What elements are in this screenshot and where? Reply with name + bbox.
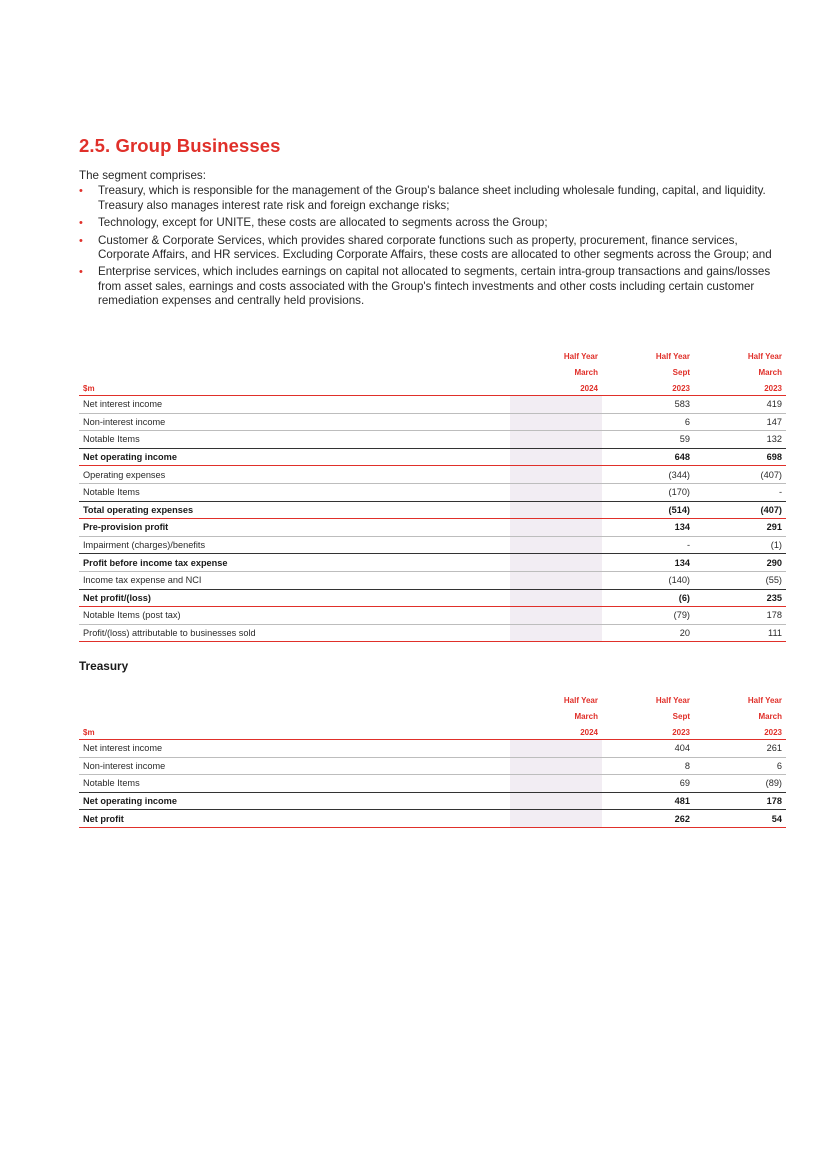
column-header: March (574, 368, 598, 377)
segment-list (79, 184, 786, 308)
column-header (79, 689, 510, 705)
column-header (79, 361, 510, 377)
table-row: Notable Items (170) - (79, 483, 786, 501)
column-header (79, 345, 510, 361)
table-row: Profit before income tax expense 134 290 (79, 554, 786, 572)
column-header: Sept (672, 712, 690, 721)
column-header: March (758, 368, 782, 377)
column-header: Half Year (655, 696, 690, 705)
column-header: Half Year (747, 696, 782, 705)
column-header: 2024 (510, 721, 602, 740)
table-row: Pre-provision profit 134 291 (79, 519, 786, 537)
table-row: Non-interest income 6 147 (79, 413, 786, 431)
treasury-table (79, 689, 786, 828)
table-row: Profit/(loss) attributable to businesses sold 20 111 (79, 624, 786, 642)
list-item: • Customer & Corporate Services, which provides shared corporate functions such as property, procurement, finance services, Corporate Affairs, and HR services. Excluding Corporate Affairs, these costs are allocated to other segments across the Group; and (79, 234, 786, 263)
table-row: Total operating expenses (514) (407) (79, 501, 786, 519)
column-header: 2024 (510, 377, 602, 396)
table-row: Notable Items 69 (89) (79, 775, 786, 793)
column-header: March (758, 712, 782, 721)
list-item: • Enterprise services, which includes earnings on capital not allocated to segments, certain intra-group transactions and gains/losses from asset sales, earnings and costs associated with the Group's fintech investments and other costs including certain customer remediation expenses and centrally held provisions. (79, 265, 786, 308)
intro-text: The segment comprises: (79, 169, 206, 182)
table-row: Net interest income 583 419 (79, 396, 786, 414)
table-row: Income tax expense and NCI (140) (55) (79, 571, 786, 589)
section-title: 2.5. Group Businesses (79, 135, 281, 156)
table-row: Notable Items (post tax) (79) 178 (79, 607, 786, 625)
table-row: Notable Items 59 132 (79, 431, 786, 449)
list-item: • Technology, except for UNITE, these costs are allocated to segments across the Group; (79, 216, 786, 230)
column-header: Half Year (655, 352, 690, 361)
column-header: 2023 (602, 377, 694, 396)
units-header: $m (79, 721, 510, 740)
table-row: Net interest income 404 261 (79, 740, 786, 758)
table-row: Net profit/(loss) (6) 235 (79, 589, 786, 607)
group-businesses-table (79, 345, 786, 642)
column-header: 2023 (694, 721, 786, 740)
column-header: 2023 (602, 721, 694, 740)
column-header: Half Year (747, 352, 782, 361)
list-item: • Treasury, which is responsible for the management of the Group's balance sheet including wholesale funding, capital, and liquidity. Treasury also manages interest rate risk and foreign exchange risks; (79, 184, 786, 213)
section-intro (79, 169, 786, 312)
table-row: Net operating income 481 178 (79, 792, 786, 810)
table-row: Impairment (charges)/benefits - (1) (79, 536, 786, 554)
units-header: $m (79, 377, 510, 396)
column-header (79, 705, 510, 721)
column-header: Sept (672, 368, 690, 377)
table-row: Net operating income 648 698 (79, 448, 786, 466)
column-header: 2023 (694, 377, 786, 396)
treasury-title: Treasury (79, 659, 129, 673)
table-row: Operating expenses (344) (407) (79, 466, 786, 484)
table-row: Net profit 262 54 (79, 810, 786, 828)
column-header: Half Year (563, 696, 598, 705)
table-row: Non-interest income 8 6 (79, 757, 786, 775)
column-header: Half Year (563, 352, 598, 361)
column-header: March (574, 712, 598, 721)
